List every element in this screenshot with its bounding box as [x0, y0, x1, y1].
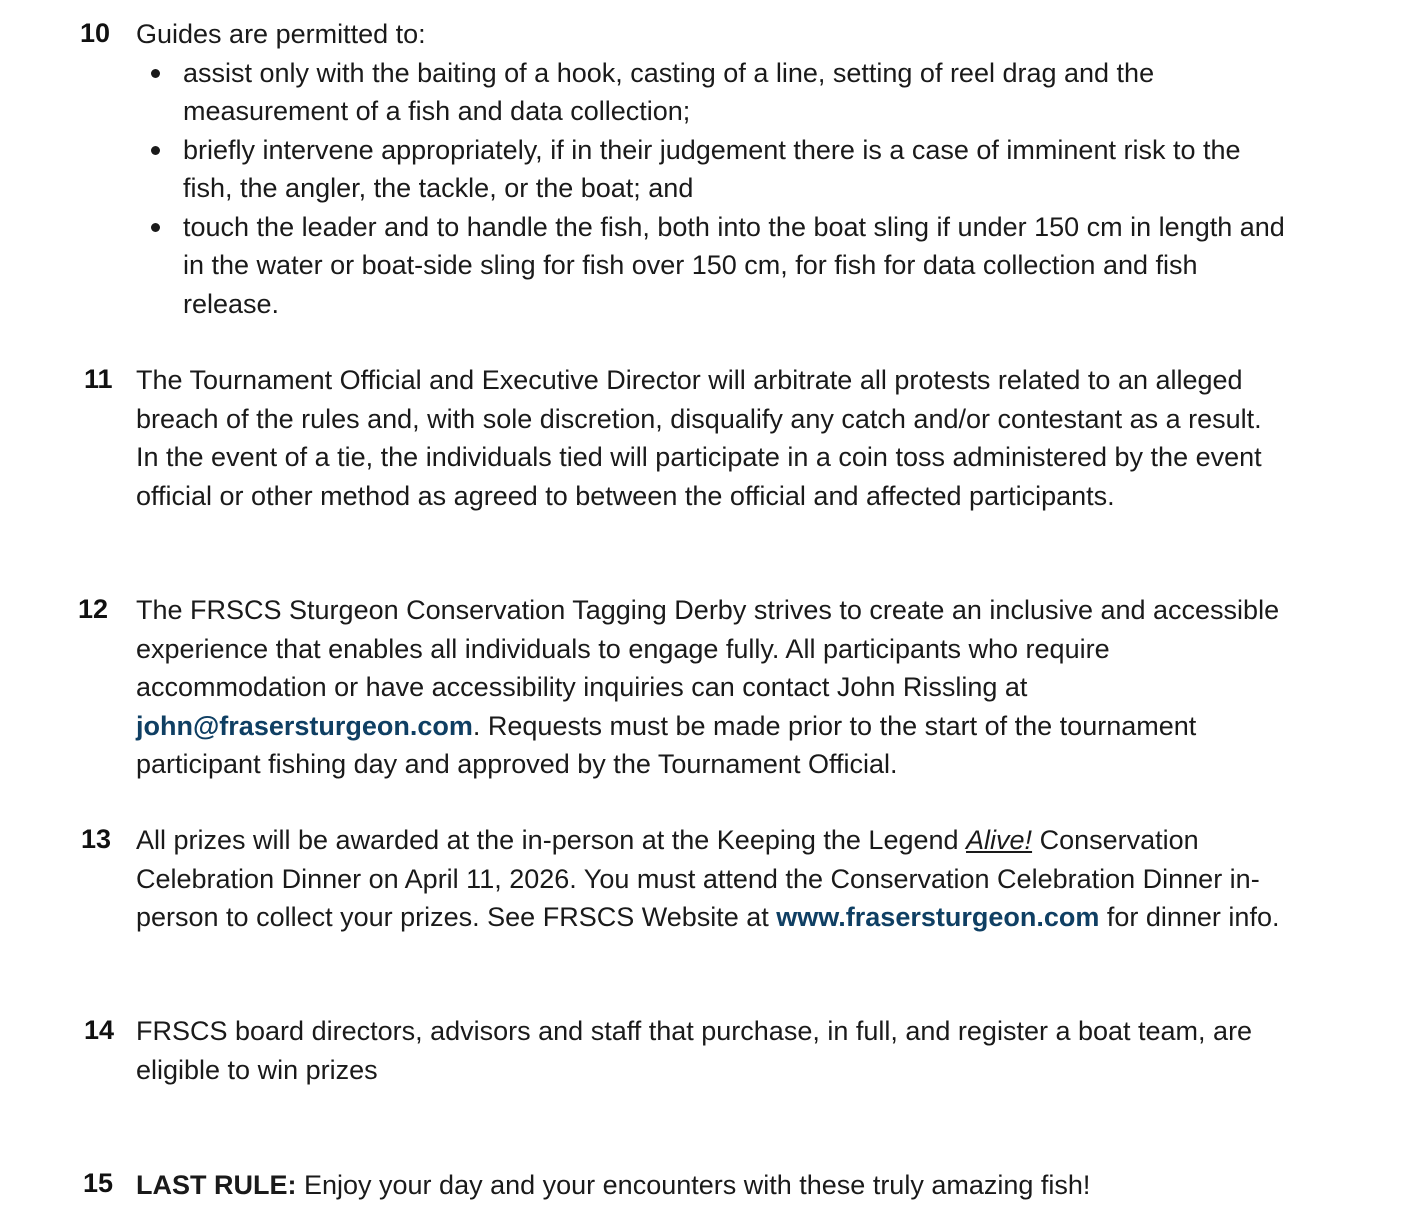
rule-number: 11: [84, 364, 113, 394]
rule-text: [136, 821, 1286, 937]
bullet-icon: [151, 223, 160, 232]
rule-text: FRSCS board directors, advisors and staff that purchase, in full, and register a boat team, are eligible to win prizes: [136, 1016, 1253, 1085]
list-item-text: briefly intervene appropriately, if in their judgement there is a case of imminent risk to the fish, the angler, the tackle, or the boat; and: [183, 134, 1241, 203]
rule-body: [136, 1166, 1286, 1205]
rule-number: 14: [84, 1015, 115, 1045]
rule-text-part: Conservation Celebration Dinner on April 11, 2026. You must attend the Conservation Celebration Dinner in-person to collect your prizes. See FRSCS Website at: [136, 825, 1260, 932]
rule-body: [136, 1012, 1286, 1089]
email-link[interactable]: john@frasersturgeon.com: [136, 710, 473, 741]
rule-text-part: for dinner info.: [1099, 902, 1280, 932]
bullet-icon: [151, 146, 160, 155]
last-rule-label: LAST RULE:: [136, 1170, 297, 1200]
list-item: [136, 131, 1286, 208]
rule-number: 13: [81, 824, 112, 854]
rule-text-part: All prizes will be awarded at the in-person at the Keeping the Legend: [136, 825, 967, 855]
list-item-text: assist only with the baiting of a hook, casting of a line, setting of reel drag and the measurement of a fish and data collection;: [183, 57, 1155, 126]
rule-text: The Tournament Official and Executive Director will arbitrate all protests related to an alleged breach of the rules and, with sole discretion, disqualify any catch and/or contestant as a result. In the event of a tie, the individuals tied will participate in a coin toss administered by the event official or other method as agreed to between the official and affected participants.: [136, 365, 1262, 511]
rule-body: [136, 591, 1286, 784]
rule-body: [136, 361, 1286, 515]
list-item: [136, 54, 1286, 131]
rule-text: [136, 591, 1286, 784]
rule-body: [136, 821, 1286, 937]
rule-text: [136, 1166, 1286, 1205]
rule-text-part: Enjoy your day and your encounters with these truly amazing fish!: [296, 1170, 1091, 1200]
bullet-icon: [151, 69, 160, 78]
rule-number: 12: [78, 594, 109, 624]
emphasis-text: Alive!: [966, 825, 1033, 855]
rule-number: 15: [83, 1168, 114, 1198]
rule-text-part: . Requests must be made prior to the start of the tournament participant fishing day and approved by the Tournament Official.: [136, 710, 1197, 779]
list-item-text: touch the leader and to handle the fish, both into the boat sling if under 150 cm in length and in the water or boat-side sling for fish over 150 cm, for fish for data collection and fish release.: [183, 211, 1285, 319]
list-item: [136, 208, 1286, 324]
rule-text-part: The FRSCS Sturgeon Conservation Tagging Derby strives to create an inclusive and accessible experience that enables all individuals to engage fully. All participants who require accommodation or have accessibility inquiries can contact John Rissling at: [136, 595, 1280, 702]
rule-body: [136, 15, 1286, 323]
rule-intro: Guides are permitted to:: [136, 19, 426, 49]
bullet-list: [136, 54, 1286, 324]
rule-number: 10: [80, 18, 111, 48]
website-link[interactable]: www.frasersturgeon.com: [776, 902, 1100, 932]
